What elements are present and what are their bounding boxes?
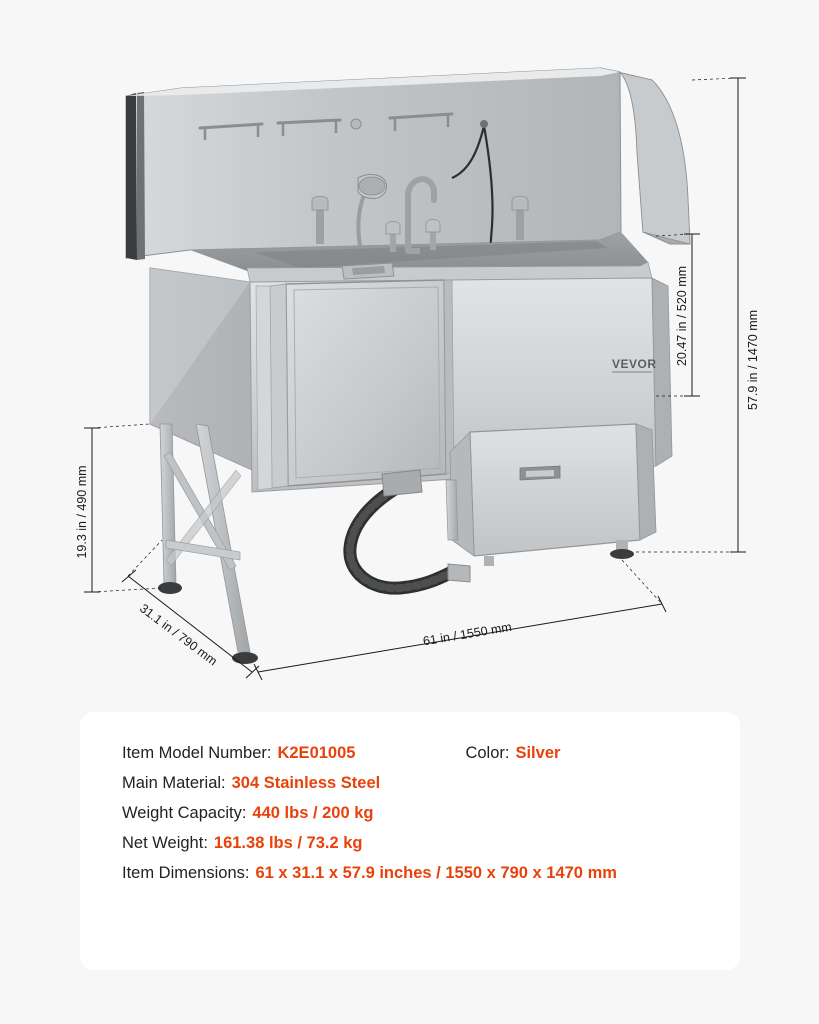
dim-overall-height: 57.9 in / 1470 mm — [746, 309, 760, 411]
brand-logo — [612, 357, 657, 372]
dim-width: 61 in / 1550 mm — [421, 619, 513, 649]
dim-tub-height: 20.47 in / 520 mm — [675, 265, 689, 367]
spec-row-model — [122, 744, 716, 763]
svg-text:VEVOR: VEVOR — [612, 357, 657, 371]
spec-row-net-weight — [122, 834, 716, 853]
spec-value-weight-capacity: 440 lbs / 200 kg — [252, 804, 374, 822]
spec-label-dimensions: Item Dimensions: — [122, 864, 250, 882]
spec-row-material — [122, 774, 716, 793]
dim-leg-height: 19.3 in / 490 mm — [75, 465, 89, 559]
spec-label-material: Main Material: — [122, 774, 226, 792]
spec-row-dimensions — [122, 864, 716, 883]
spec-value-dimensions: 61 x 31.1 x 57.9 inches / 1550 x 790 x 1470 mm — [255, 864, 617, 882]
spec-value-material: 304 Stainless Steel — [231, 774, 381, 792]
spec-label-model: Item Model Number: — [122, 744, 272, 762]
spec-value-color: Silver — [515, 744, 561, 762]
spec-label-weight-capacity: Weight Capacity: — [122, 804, 247, 822]
storage-drawer — [450, 424, 656, 566]
spec-value-net-weight: 161.38 lbs / 73.2 kg — [213, 834, 363, 852]
dim-depth: 31.1 in / 790 mm — [137, 601, 220, 669]
spec-rows — [122, 744, 716, 894]
spec-label-color: Color: — [465, 744, 510, 762]
spec-card — [80, 712, 740, 970]
spec-label-net-weight: Net Weight: — [122, 834, 208, 852]
spec-value-model: K2E01005 — [277, 744, 356, 762]
spec-row-weight-capacity — [122, 804, 716, 823]
spec-color-group — [465, 744, 560, 763]
